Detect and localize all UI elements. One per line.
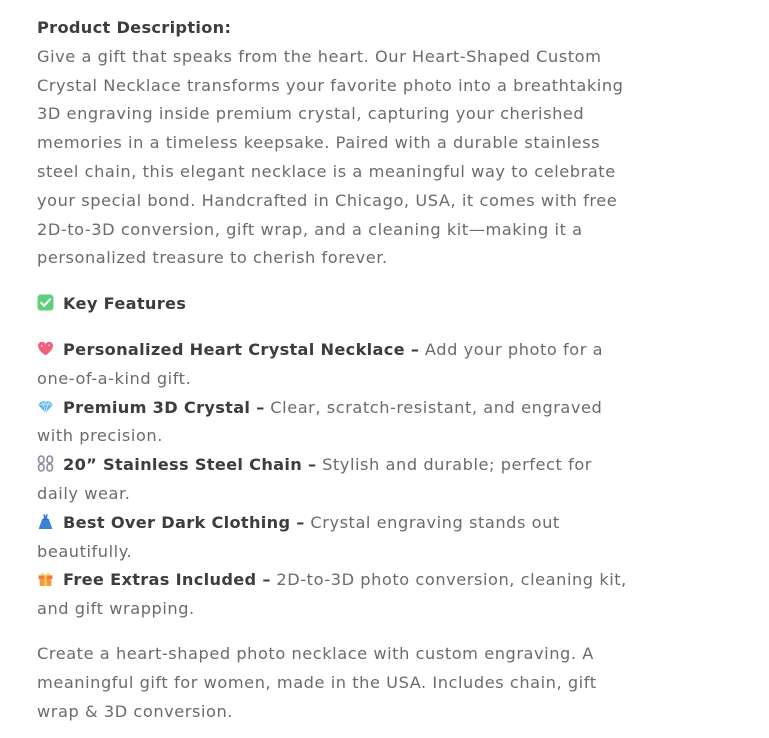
product-description-heading: Product Description: <box>37 18 232 37</box>
feature-text: Clear, scratch-resistant, and engraved with precision. <box>37 397 603 446</box>
sparkling-heart-icon <box>37 340 54 357</box>
list-item <box>37 509 637 567</box>
feature-title: Best Over Dark Clothing – <box>63 512 305 532</box>
feature-title: Personalized Heart Crystal Necklace – <box>63 339 420 359</box>
feature-title: 20” Stainless Steel Chain – <box>63 455 317 475</box>
key-features-title: Key Features <box>63 294 187 314</box>
key-features-list <box>37 336 637 624</box>
list-item <box>37 451 637 509</box>
product-description-section <box>37 14 637 726</box>
gem-icon <box>37 398 54 415</box>
chain-icon <box>37 455 54 472</box>
list-item <box>37 336 637 394</box>
list-item <box>37 394 637 452</box>
check-mark-button-icon <box>37 294 54 311</box>
dress-icon <box>37 513 54 530</box>
feature-title: Premium 3D Crystal – <box>63 397 265 417</box>
feature-text: Add your photo for a one-of-a-kind gift. <box>37 339 604 388</box>
feature-text: Crystal engraving stands out beautifully. <box>37 512 560 561</box>
product-description-text: Give a gift that speaks from the heart. Our Heart-Shaped Custom Crystal Necklace transforms your favorite photo into a breathtaking 3D engraving inside premium crystal, capturing your cherished memories in a timeless keepsake. Paired with a durable stainless steel chain, this elegant necklace is a meaningful way to celebrate your special bond. Handcrafted in Chicago, USA, it comes with free 2D-to-3D conversion, gift wrap, and a cleaning kit—making it a personalized treasure to cherish forever. <box>37 46 624 268</box>
list-item <box>37 566 637 624</box>
feature-text: Stylish and durable; perfect for daily wear. <box>37 455 592 503</box>
key-features-heading <box>37 290 637 319</box>
gift-icon <box>37 570 54 587</box>
feature-text: 2D-to-3D photo conversion, cleaning kit, and gift wrapping. <box>37 570 627 619</box>
feature-title: Free Extras Included – <box>63 570 271 590</box>
summary-text: Create a heart-shaped photo necklace with custom engraving. A meaningful gift for women, made in the USA. Includes chain, gift wrap & 3D conversion. <box>37 643 597 721</box>
